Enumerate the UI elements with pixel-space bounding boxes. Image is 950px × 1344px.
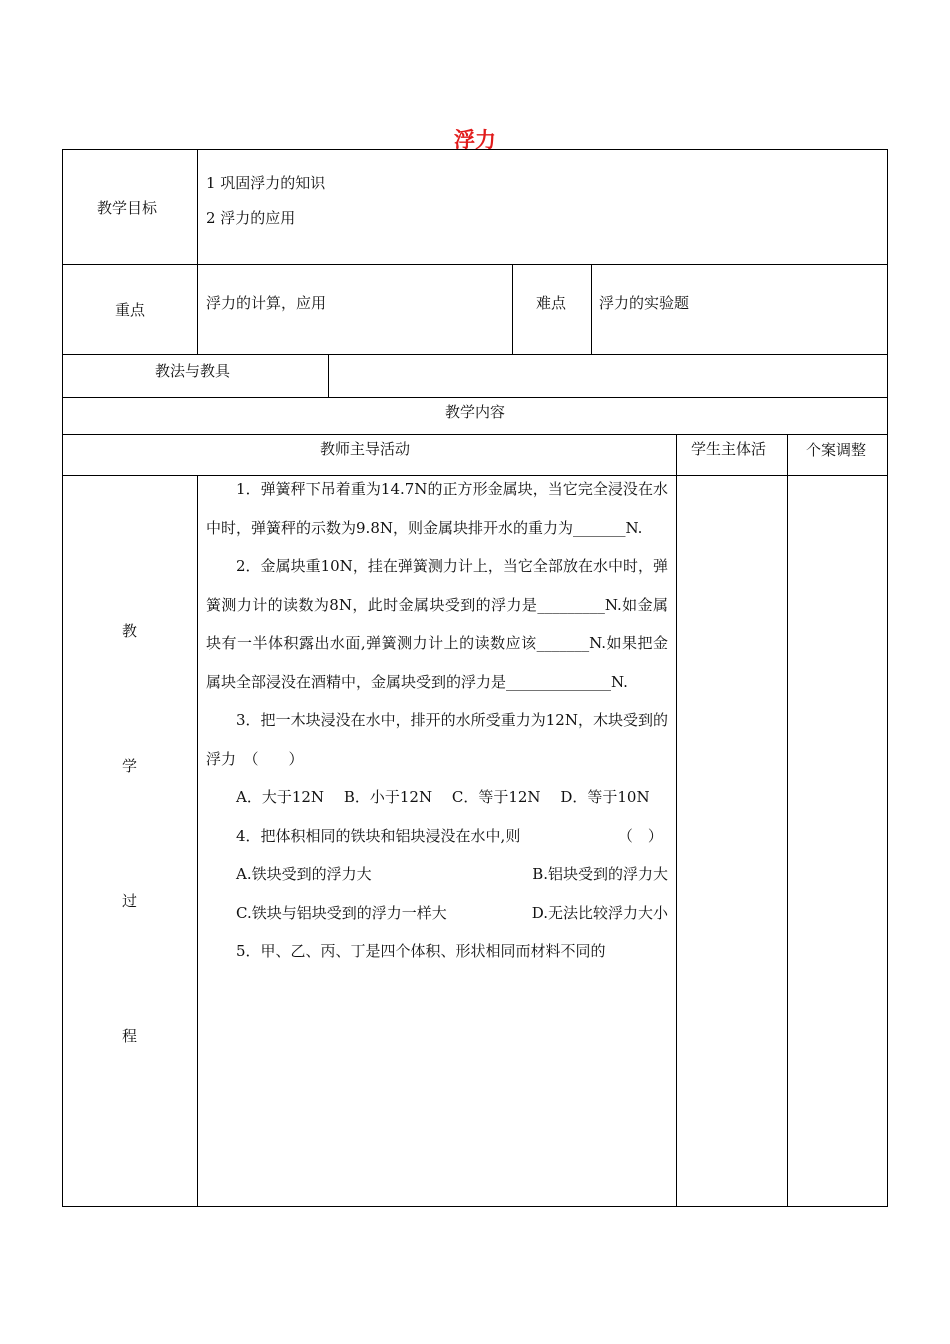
teacher-column-header: 教师主导活动: [320, 440, 411, 458]
adjust-column-header: 个案调整: [806, 441, 867, 459]
difficulty-label: 难点: [536, 294, 567, 312]
difficulty-value: 浮力的实验题: [599, 294, 690, 312]
option: B．小于12N: [343, 788, 433, 806]
content-header: 教学内容: [444, 403, 505, 421]
option: A．大于12N: [236, 788, 325, 806]
question-2: 2．金属块重10N，挂在弹簧测力计上，当它全部放在水中时，弹簧测力计的读数为8N，此时金属块受到的浮力是_________N.如金属块有一半体积露出水面,弹簧测力计上的读数应该_______N.如果把金属块全部浸没在酒精中，金属块受到的浮力是______________N.: [206, 557, 668, 691]
question-4-options-row: [206, 855, 668, 894]
option: C.铁块与铝块受到的浮力一样大: [236, 903, 447, 922]
question-3-options: [206, 778, 668, 817]
process-label-char: 教: [122, 622, 138, 640]
process-label-char: 学: [122, 757, 138, 775]
method-label: 教法与教具: [155, 362, 231, 380]
process-label-char: 过: [122, 892, 138, 910]
goal-label: 教学目标: [97, 199, 158, 217]
questions-body: [206, 470, 668, 971]
option: C．等于12N: [451, 788, 541, 806]
question-1: 1．弹簧秤下吊着重为14.7N的正方形金属块，当它完全浸没在水中时，弹簧秤的示数为9.8N，则金属块排开水的重力为_______N.: [206, 480, 668, 537]
question-5: 5．甲、乙、丙、丁是四个体积、形状相同而材料不同的: [236, 942, 606, 960]
question-4-options-row: [206, 894, 668, 933]
process-label-char: 程: [122, 1027, 138, 1045]
keypoint-value: 浮力的计算，应用: [206, 294, 327, 312]
option: A.铁块受到的浮力大: [236, 865, 372, 883]
question-4: 4．把体积相同的铁块和铝块浸没在水中,则 （ ）: [236, 826, 663, 845]
option: B.铝块受到的浮力大: [532, 865, 668, 883]
question-3: 3．把一木块浸没在水中，排开的水所受重力为12N，木块受到的浮力 （ ）: [206, 711, 668, 768]
keypoint-label: 重点: [115, 301, 146, 319]
option: D.无法比较浮力大小: [531, 903, 668, 922]
student-column-header: 学生主体活: [691, 440, 767, 458]
goal-item: 2 浮力的应用: [206, 209, 296, 227]
page-title: 浮力: [454, 127, 496, 152]
goal-item: 1 巩固浮力的知识: [206, 174, 326, 192]
option: D．等于10N: [560, 788, 650, 806]
